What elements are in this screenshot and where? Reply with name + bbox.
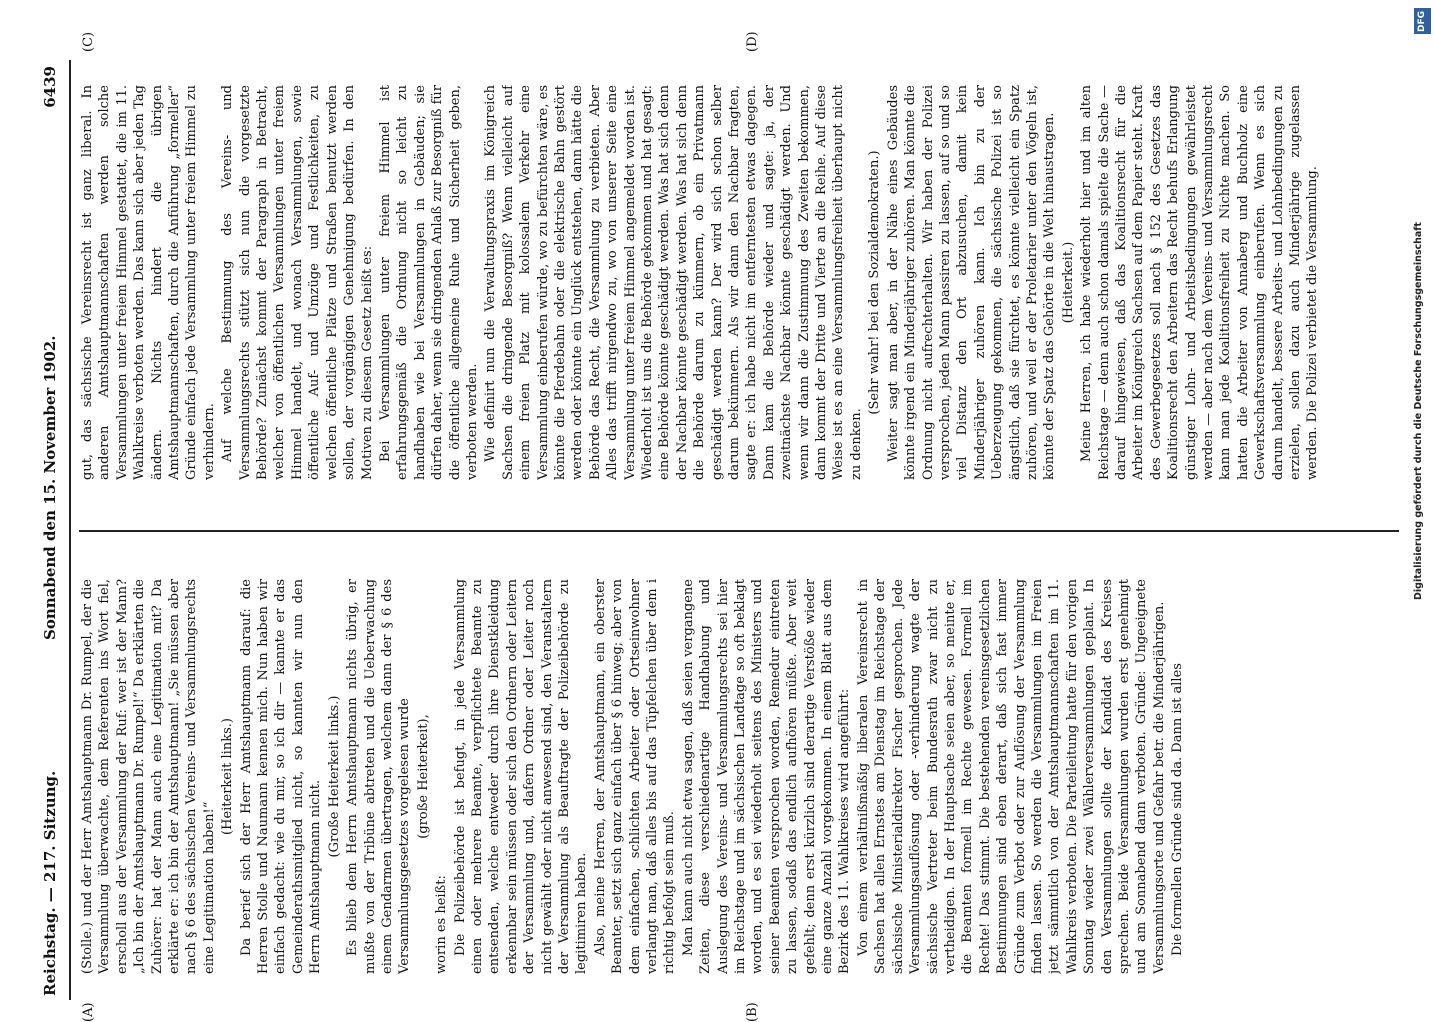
interjection: (Heiterkeit links.) xyxy=(220,718,236,835)
column-divider xyxy=(79,530,1399,532)
interjection: (Sehr wahr! bei den Sozialdemokraten.) xyxy=(867,150,883,415)
paragraph: Meine Herren, ich habe wiederholt hier und im alten Reichstage — denn auch schon damals spielte die Sache — darauf hingewiesen, daß das Koalitionsrecht für die Arbeiter im Königreich Sachsen auf dem Papier steht. Kraft des Gewerbegesetzes soll nach § 152 des Gesetzes das Koalitionsrecht den Arbeitern das Recht behufs Erlangung günstiger Lohn- und Arbeitsbedingungen gewährleistet werden — aber nach dem Vereins- und Versammlungsrecht kann man jede Koalitionsfreiheit zu Nichte machen. So hatten die Arbeiter von Annaberg und Buchholz eine Gewerkschaftsversammlung einberufen. Wenn es sich darum handelt, bessere Arbeits- und Lohnbedingungen zu erzielen, sollen dazu auch Minderjährige zugelassen werden. Die Polizei verbietet die Versammlung. xyxy=(1079,85,1321,480)
paragraph: Die formellen Gründe sind da. Dann ist alles xyxy=(1170,663,1186,956)
dfg-logo: DFG xyxy=(1414,8,1431,34)
interjection: (Große Heiterkeit links.) xyxy=(326,695,342,858)
page-number: 6439 xyxy=(41,66,59,108)
digitization-credit: Digitalisierung gefördert durch die Deutsche Forschungsgemeinschaft xyxy=(1413,222,1424,600)
paragraph: (Stolle.) und der Herr Amtshauptmann Dr. Rumpel, der die Versammlung überwachte, dem Referenten ins Wort fiel, erscholl aus der Versammlung der Ruf: wer ist der Mann? „Ich bin der Amtshauptmann Dr. Rumpel!“ Da erklärten die Zuhörer: hat der Mann auch eine Legitimation mit? Da erklärte er: ich bin der Amtshauptmann! „Sie müssen aber nach § 6 des sächsischen Vereins- und Versammlungsrechts eine Legitimation haben!“ xyxy=(80,579,217,974)
paragraph: Man kann auch nicht etwa sagen, daß seien vergangene Zeiten, diese verschiedenartige Handhabung und Auslegung des Vereins- und Versammlungsrechts sei hier im Reichstage und im sächsischen Landtage so oft beklagt worden, und es sei wiederholt seitens des Ministers und seiner Beamten versprochen worden, Remedur eintreten zu lassen, sodaß das endlich aufhören müßte. Aber weit gefehlt; denn erst kürzlich sind derartige Verstöße wieder eine ganze Anzahl vorgekommen. In einem Blatt aus dem Bezirk des 11. Wahlkreises wird angeführt: xyxy=(680,579,853,974)
interjection: (Heiterkeit.) xyxy=(1060,241,1076,324)
page-header xyxy=(35,60,71,1000)
paragraph: gut, das sächsische Vereinsrecht ist ganz liberal. In anderen Amtshauptmannschaften werden solche Versammlungen unter freiem Himmel gestattet, die im 11. Wahlkreise verboten werden. Das kann sich aber jeden Tag ändern. Nichts hindert die übrigen Amtshauptmannschaften, durch die Anführung „formeller“ Gründe einfach jede Versammlung unter freiem Himmel zu verhindern. xyxy=(80,85,217,480)
paragraph: Wie definirt nun die Verwaltungspraxis im Königreich Sachsen die dringende Besorgniß? Wenn vielleicht auf einem freien Platz mit kolossalem Verkehr eine Versammlung einberufen würde, wo zu befürchten wäre, es könnte die Pferdebahn oder die elektrische Bahn gestört werden oder könnte ein Unglück entstehen, dann hätte die Behörde das Recht, die Versammlung zu verbieten. Aber Alles das trifft nirgendwo zu, wo von unserer Seite eine Versammlung unter freiem Himmel angemeldet worden ist. Wiederholt ist uns die Behörde gekommen und hat gesagt: eine Behörde könnte geschädigt werden. Was hat sich denn der Nachbar könnte geschädigt werden. Was hat sich denn die Behörde darum zu kümmern, ob ein Privatmann geschädigt werden kann? Der wird sich schon selber darum bekümmern. Als wir dann den Nachbar fragten, sagte er: ich habe nicht im entferntesten etwas dagegen. Dann kam die Behörde wieder und sagte: ja, der zweitnächste Nachbar könnte geschädigt werden. Und wenn wir dann die Zustimmung des Zweiten bekommen, dann kommt der Dritte und Vierte an die Reihe. Auf diese Weise ist es an eine Versammlungsfreiheit überhaupt nicht zu denken. xyxy=(483,85,864,480)
paragraph: Die Polizeibehörde ist befugt, in jede Versammlung einen oder mehrere Beamte, verpflichtete Beamte zu entsenden, welche entweder durch ihre Dienstkleidung erkennbar sein müssen oder sich den Ordnern oder Leitern der Versammlung und, dafern Ordner oder Leiter noch nicht gewählt oder nicht anwesend sind, den Veranstaltern der Versammlung als Beauftragte der Polizeibehörde zu legitimiren haben. xyxy=(452,579,590,974)
header-session-title: Reichstag. — 217. Sitzung. xyxy=(41,770,59,996)
margin-marker-d: (D) xyxy=(745,31,760,52)
paragraph: Von einem verhältnißmäßig liberalen Vereinsrecht in Sachsen hat allen Ernstes am Dienstag im Reichstage der sächsische Ministerialdirektor Fischer gesprochen. Jede Versammlungsauflösung oder -verhinderung wagte der sächsische Vertreter beim Bundesrath zwar nicht zu vertheidigen. In der Hauptsache seien aber, so meinte er, die Beamten formell im Rechte gewesen. Formell im Rechte! Das stimmt. Die bestehenden vereinsgesetzlichen Bestimmungen sind eben derart, daß sich fast immer Gründe zum Verbot oder zur Auflösung der Versammlung finden lassen. So werden die Versammlungen im Freien jetzt sämmtlich von der Amtshauptmannschaften im 11. Wahlkreis verboten. Die Parteileitung hatte für den vorigen Sonntag wieder zwei Wählerversammlungen geplant. In den Versammlungen sollte der Kandidat des Kreises sprechen. Beide Versammlungen wurden erst genehmigt und am Sonnabend dann verboten. Gründe: Ungeeignete Versammlungsorte und Gefahr betr. die Minderjährigen. xyxy=(855,579,1167,974)
paragraph: Weiter sagt man aber, in der Nähe eines Gebäudes könnte irgend ein Minderjähriger zuhören. Man könnte die Ordnung nicht aufrechterhalten. Wir haben der Polizei versprochen, jeden Mann passiren zu lassen, auf so und so viel Distanz den Ort abzusuchen, damit kein Minderjähriger zuhören kann. Ich bin zu der Ueberzeugung gekommen, die sächsische Polizei ist so ängstlich, daß sie fürchtet, es könnte vielleicht ein Spatz zuhören, und weil er der Proletarier unter den Vögeln ist, könnte der Spatz das Gehörte in die Welt hinaustragen. xyxy=(885,85,1058,480)
margin-marker-a: (A) xyxy=(81,1002,96,1022)
paragraph: Es blieb dem Herrn Amtshauptmann nichts übrig, er mußte von der Tribüne abtreten und die Ueberwachung einem Gendarmen übertragen, welchem dann der § 6 des Versammlungsgesetzes vorgelesen wurde xyxy=(345,579,413,974)
interjection: (große Heiterkeit), xyxy=(415,714,431,839)
newspaper-page xyxy=(35,31,1405,1022)
paragraph: Auf welche Bestimmung des Vereins- und Versammlungsrechts stützt sich nun die vorgesetzte Behörde? Zunächst kommt der Paragraph in Betracht, welcher von öffentlichen Versammlungen unter freiem Himmel handelt, und wonach Versammlungen, sowie öffentliche Auf- und Umzüge und Festlichkeiten, zu welchen öffentliche Plätze und Straßen benutzt werden sollen, der vorgängigen Genehmigung bedürfen. In den Motiven zu diesem Gesetz heißt es: xyxy=(220,85,375,480)
header-date: Sonnabend den 15. November 1902. xyxy=(41,335,59,640)
margin-marker-c: (C) xyxy=(81,31,96,52)
header-rule xyxy=(69,60,71,1000)
paragraph: Also, meine Herren, der Amtshauptmann, ein oberster Beamter, setzt sich ganz einfach über § 6 hinweg; aber von dem einfachen, schlichten Arbeiter oder Ortseinwohner verlangt man, daß alles bis auf das Tüpfelchen über dem i richtig befolgt sein muß. xyxy=(592,579,678,974)
paragraph: Bei Versammlungen unter freiem Himmel ist erfahrungsgemäß die Ordnung nicht so leicht zu handhaben wie bei Versammlungen in Gebäuden; sie dürfen daher, wenn sie dringenden Anlaß zur Besorgniß für die öffentliche allgemeine Ruhe und Sicherheit geben, verboten werden. xyxy=(377,85,480,480)
digitization-sidebar xyxy=(1412,0,1434,1000)
margin-marker-b: (B) xyxy=(745,1002,760,1022)
paragraph: worin es heißt: xyxy=(434,875,450,974)
left-text-column xyxy=(79,579,1399,974)
right-text-column xyxy=(79,85,1399,480)
paragraph: Da berief sich der Herr Amtshauptmann darauf: die Herren Stolle und Naumann kennen mich. Nun haben wir einfach gedacht: wie du mir, so ich dir — kannte er das Gemeinderathsmitglied nicht, so kannten wir nun den Herrn Amtshauptmann nicht. xyxy=(238,579,324,974)
